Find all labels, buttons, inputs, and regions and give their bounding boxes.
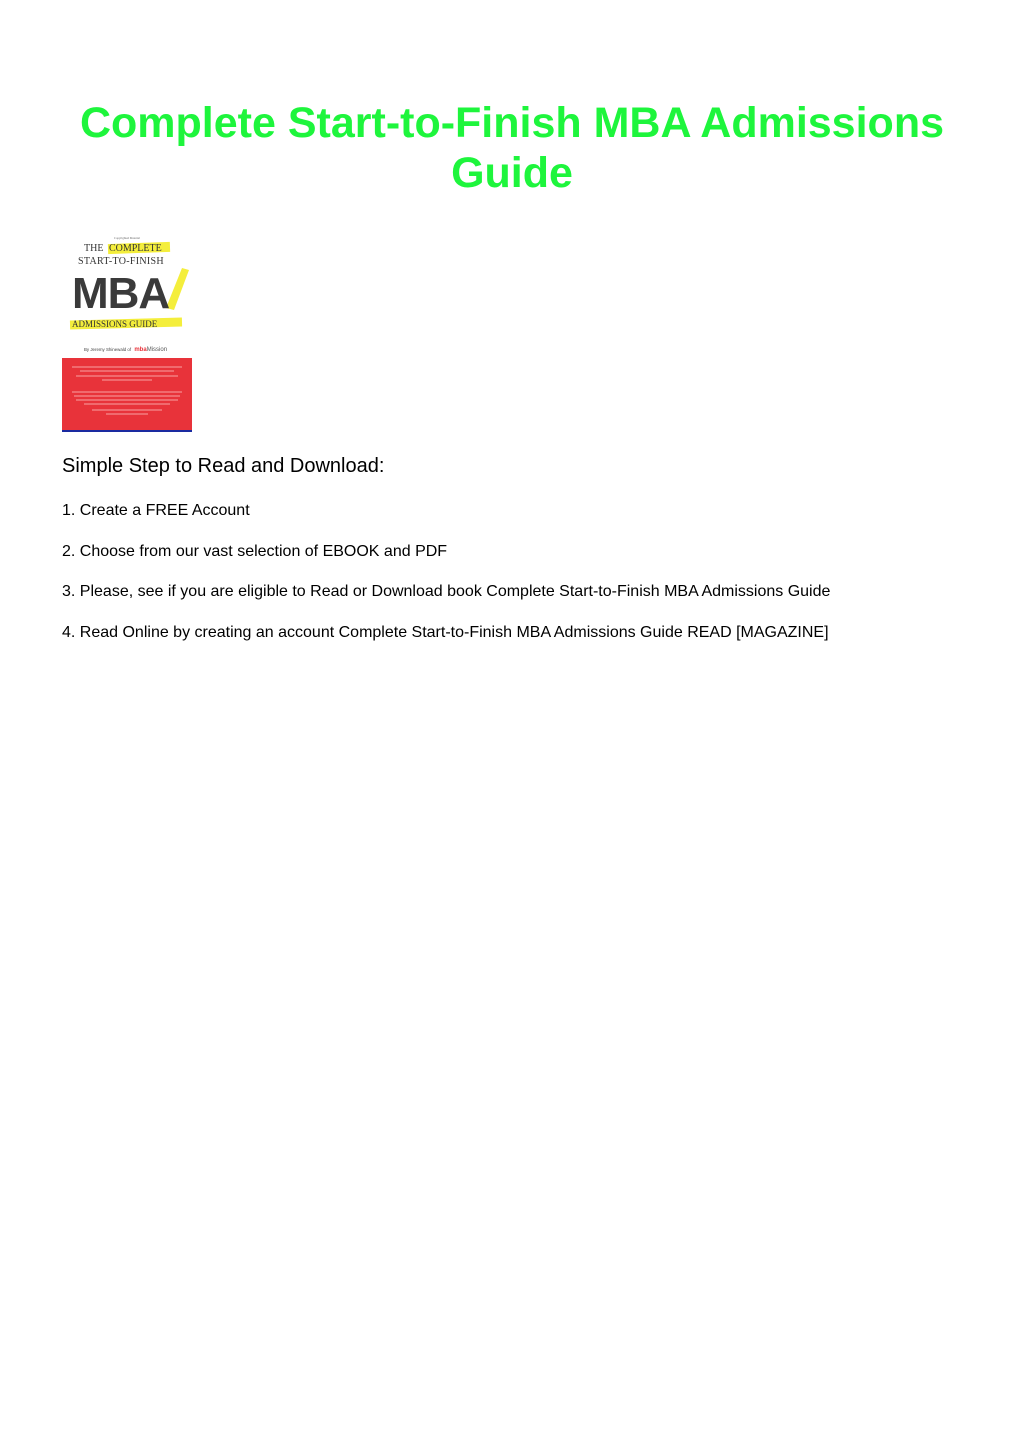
cover-line1-prefix: The [84,243,104,254]
steps-list [62,499,830,661]
cover-big: MBA [72,269,170,318]
step-item: 2. Choose from our vast selection of EBOOK and PDF [62,542,448,560]
step-item: 4. Read Online by creating an account Complete Start-to-Finish MBA Admissions Guide READ [MAGAZINE] [62,623,829,641]
cover-slash [166,268,189,310]
cover-byline: By Jeremy Shinewald of [84,347,132,352]
cover-red-band [62,358,192,430]
cover-brand-b: Mission [146,347,168,353]
cover-kicker: Copyrighted Material [114,236,140,240]
cover-subtitle: Admissions Guide [72,319,158,329]
book-cover-image [62,232,192,432]
step-item: 3. Please, see if you are eligible to Read or Download book Complete Start-to-Finish MBA Admissions Guide [62,583,831,600]
svg-text:The Complete [84,243,162,254]
step-item: 1. Create a FREE Account [62,502,250,519]
svg-text:By Jeremy Shinewald of m [84,347,167,353]
document-title: Complete Start-to-Finish MBA Admissions Guide [79,99,944,197]
cover-brand-a: mba [134,347,147,353]
cover-line1-highlight: Complete [108,243,162,254]
instructions-heading: Simple Step to Read and Download: [62,455,385,477]
cover-line2: Start-to-Finish [78,256,164,267]
